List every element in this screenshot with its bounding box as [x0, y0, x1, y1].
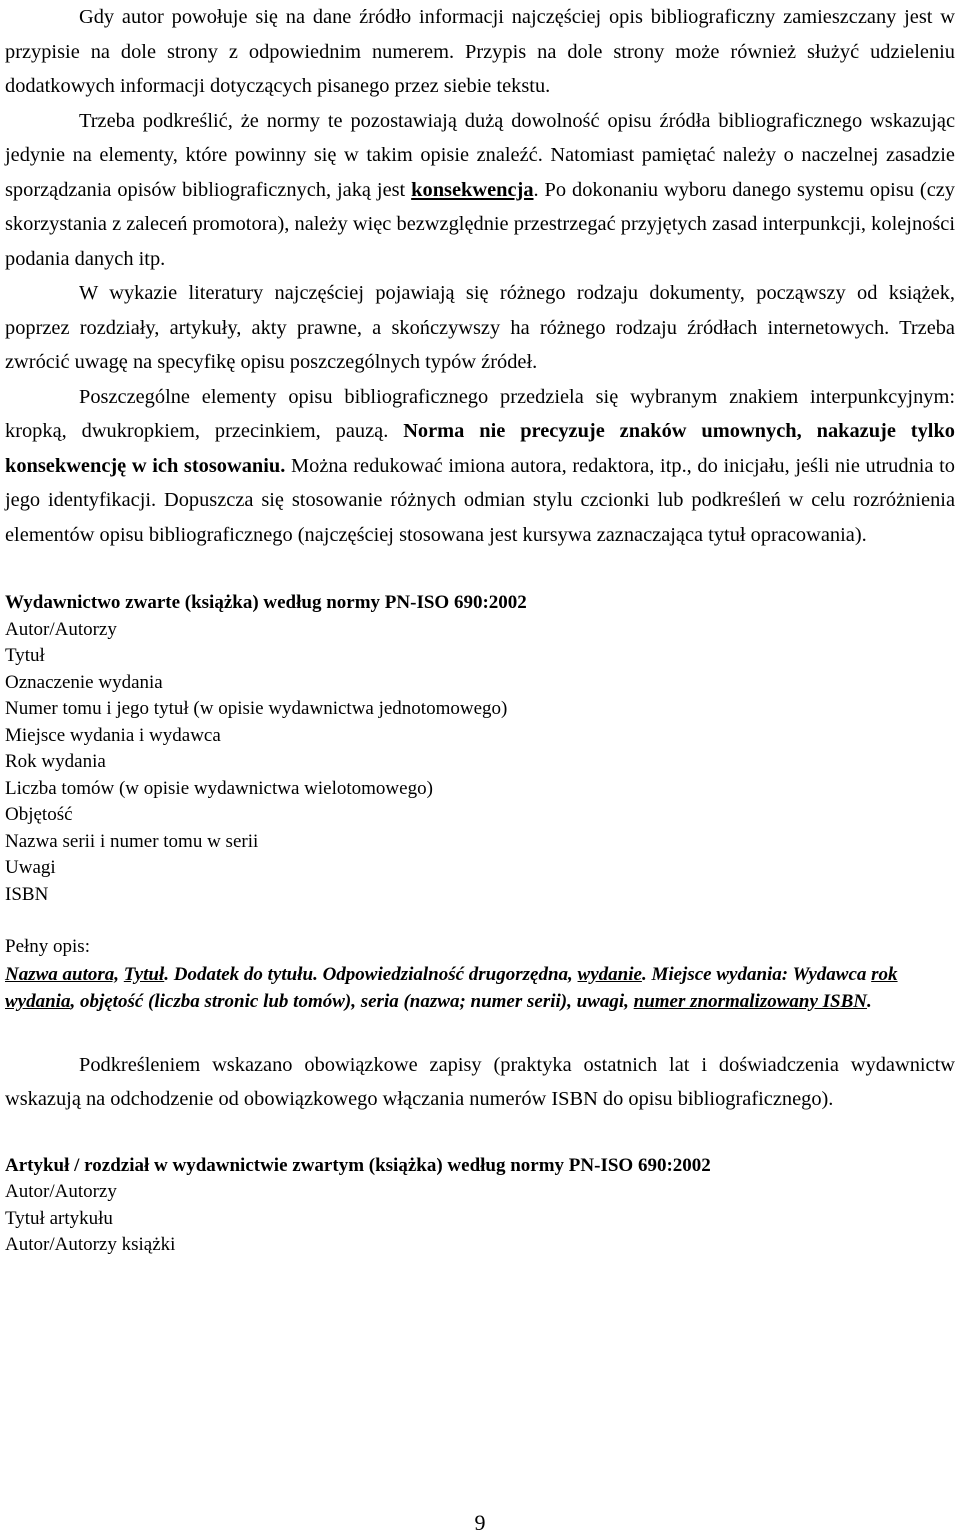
- intro-text: [5, 0, 955, 552]
- book-element-edition: Oznaczenie wydania: [5, 671, 163, 693]
- paragraph-4-bold: Norma nie precyzuje znaków umownych, nakazuje tylko konsekwencję w ich stosowaniu.: [5, 420, 955, 477]
- paragraph-4-text-b: Można redukować imiona autora, redaktora, itp., do inicjału, jeśli nie utrudnia to jego identyfikacji. Dopuszcza się stosowanie różnych odmian stylu czcionki lub podkreśleń w celu rozróżnienia elementów opisu bibliograficznego (najczęściej stosowana jest kursywa zaznaczająca tytuł opracowania).: [5, 454, 955, 546]
- full-desc-edition: wydanie: [577, 963, 642, 985]
- book-element-place-publisher: Miejsce wydania i wydawca: [5, 724, 221, 746]
- article-element-book-author: Autor/Autorzy książki: [5, 1234, 176, 1255]
- paragraph-underline-note: Podkreśleniem wskazano obowiązkowe zapisy (praktyka ostatnich lat i doświadczenia wydawnictw wskazują na odchodzenie od obowiązkowego włączania numerów ISBN do opisu bibliograficznego).: [5, 1053, 955, 1110]
- underline-note: [5, 1048, 955, 1117]
- full-desc-year: rok wydania: [5, 963, 898, 1012]
- keyword-konsekwencja: konsekwencja: [411, 178, 534, 201]
- book-element-year: Rok wydania: [5, 751, 106, 772]
- full-desc-title: Tytuł: [123, 963, 165, 985]
- paragraph-2-text-b: . Po dokonaniu wyboru danego systemu opisu (czy skorzystania z zaleceń promotora), należy więc bezwzględnie przestrzegać przyjętych zasad interpunkcji, kolejności podania danych itp.: [5, 178, 955, 270]
- paragraph-document-types: [5, 276, 955, 380]
- document-page: [5, 0, 955, 1259]
- book-element-volume: Numer tomu i jego tytuł (w opisie wydawnictwa jednotomowego): [5, 698, 508, 719]
- article-section: [5, 1153, 955, 1259]
- paragraph-punctuation: [5, 380, 955, 553]
- book-element-extent: Objętość: [5, 804, 73, 825]
- full-desc-part-1: . Dodatek do tytułu. Odpowiedzialność drugorzędna,: [164, 963, 578, 985]
- paragraph-2-text-a: Trzeba podkreślić, że normy te pozostawiają dużą dowolność opisu źródła bibliograficznego wskazując jedynie na elementy, które powinny się w takim opisie znaleźć. Natomiast pamiętać należy o naczelnej zasadzie sporządzania opisów bibliograficznych, jaką jest: [5, 109, 955, 201]
- paragraph-consistency: [5, 104, 955, 277]
- book-element-author: Autor/Autorzy: [5, 618, 117, 640]
- book-element-notes: Uwagi: [5, 857, 56, 878]
- full-desc-author: Nazwa autora,: [5, 963, 120, 985]
- full-description: [5, 961, 955, 1016]
- book-element-title: Tytuł: [5, 645, 45, 666]
- article-section-title: Artykuł / rozdział w wydawnictwie zwartym (książka) według normy PN-ISO 690:2002: [5, 1154, 711, 1176]
- paragraph-4-text-a: Poszczególne elementy opisu bibliograficznego przedziela się wybranym znakiem interpunkcyjnym: kropką, dwukropkiem, przecinkiem, pauzą.: [5, 385, 955, 442]
- article-element-author: Autor/Autorzy: [5, 1181, 117, 1202]
- article-element-title: Tytuł artykułu: [5, 1207, 113, 1229]
- book-section: [5, 590, 955, 961]
- page-number: 9: [474, 1510, 486, 1535]
- book-section-title: Wydawnictwo zwarte (książka) według normy PN-ISO 690:2002: [5, 592, 527, 613]
- full-desc-end: .: [867, 991, 872, 1012]
- book-element-isbn: ISBN: [5, 883, 49, 905]
- paragraph-3-text: W wykazie literatury najczęściej pojawiają się różnego rodzaju dokumenty, począwszy od książek, poprzez rozdziały, artykuły, akty prawne, a skończywszy ha różnego rodzaju źródłach internetowych. Trzeba zwrócić uwagę na specyfikę opisu poszczególnych typów źródeł.: [5, 282, 955, 373]
- book-element-series: Nazwa serii i numer tomu w serii: [5, 830, 259, 852]
- full-desc-part-3: , objętość (liczba stronic lub tomów), seria (nazwa; numer serii), uwagi,: [70, 991, 634, 1012]
- paragraph-1-text: Gdy autor powołuje się na dane źródło informacji najczęściej opis bibliograficzny zamieszczany jest w przypisie na dole strony z odpowiednim numerem. Przypis na dole strony może również służyć udzieleniu dodatkowych informacji dotyczących pisanego przez siebie tekstu.: [5, 6, 955, 97]
- full-description-label: Pełny opis:: [5, 936, 90, 957]
- full-desc-isbn: numer znormalizowany ISBN: [633, 991, 867, 1012]
- full-desc-part-2: . Miejsce wydania: Wydawca: [641, 963, 872, 985]
- book-element-volume-count: Liczba tomów (w opisie wydawnictwa wielotomowego): [5, 777, 433, 799]
- paragraph-footnotes: [5, 0, 955, 104]
